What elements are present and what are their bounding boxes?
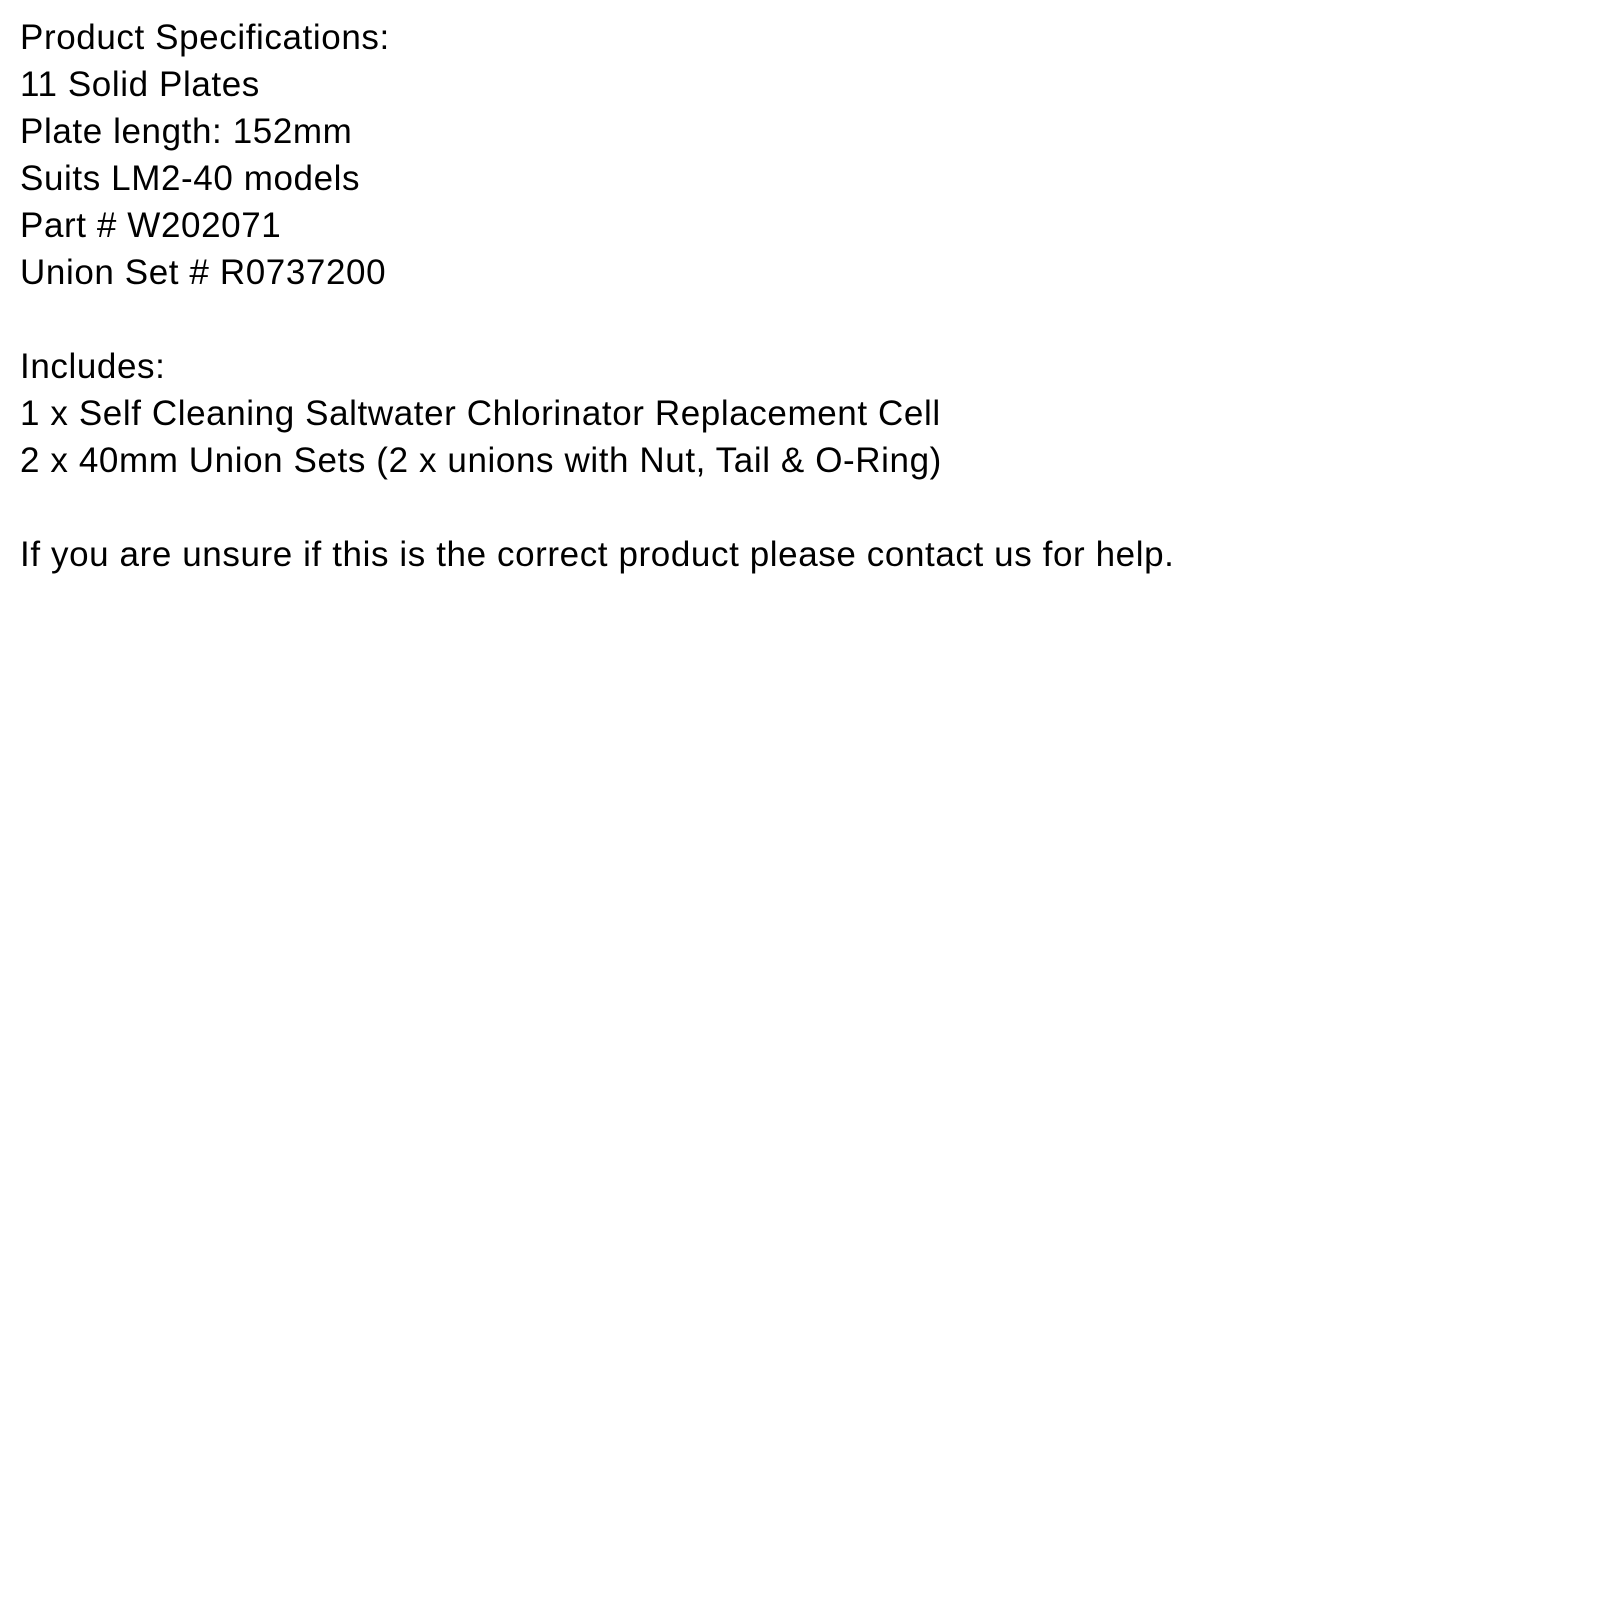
section-spacer: [20, 296, 1580, 343]
spec-plate-length: Plate length: 152mm: [20, 112, 353, 151]
specifications-section: [20, 14, 1580, 296]
includes-heading: Includes:: [20, 347, 166, 386]
includes-item-union-sets: 2 x 40mm Union Sets (2 x unions with Nut, Tail & O-Ring): [20, 441, 942, 480]
help-note: If you are unsure if this is the correct product please contact us for help.: [20, 535, 1175, 574]
specifications-heading: Product Specifications:: [20, 18, 390, 57]
includes-section: [20, 343, 1580, 484]
spec-part-number: Part # W202071: [20, 206, 282, 245]
spec-compatible-models: Suits LM2-40 models: [20, 159, 361, 198]
section-spacer: [20, 484, 1580, 531]
product-description: [20, 14, 1580, 578]
spec-plates: 11 Solid Plates: [20, 65, 260, 104]
spec-union-set-number: Union Set # R0737200: [20, 253, 387, 292]
includes-item-cell: 1 x Self Cleaning Saltwater Chlorinator Replacement Cell: [20, 394, 941, 433]
